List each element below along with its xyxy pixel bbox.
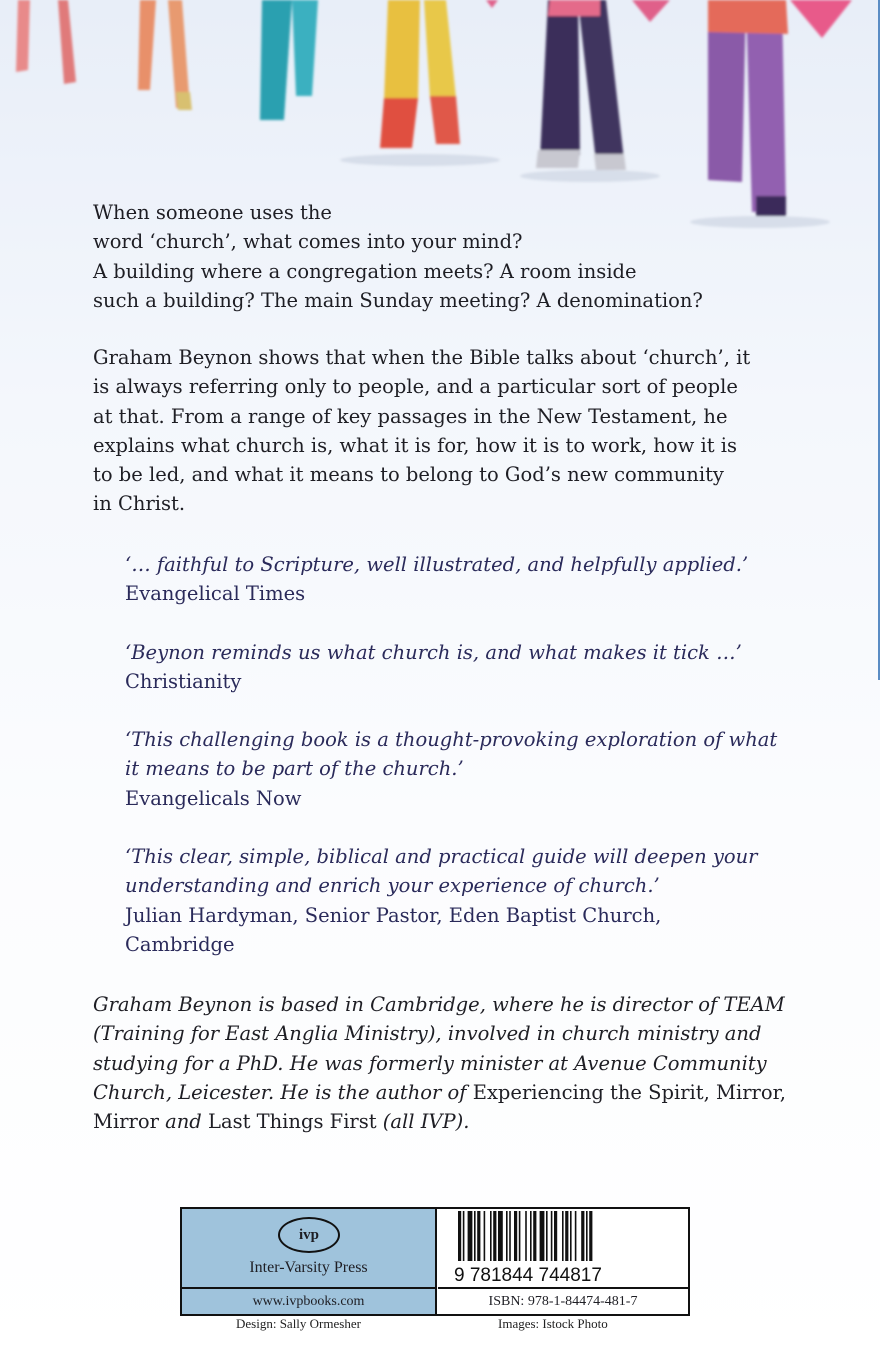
barcode-bar (570, 1211, 572, 1261)
barcode-bar (530, 1211, 532, 1261)
bio-line: studying for a PhD. He was formerly minister at Avenue Community (93, 1051, 767, 1075)
bio-line (93, 1107, 773, 1136)
ivp-logo: ivp (278, 1217, 340, 1253)
blurb-main-line: at that. From a range of key passages in the New Testament, he (93, 404, 728, 428)
blurb-main-line: to be led, and what it means to belong to God’s new community (93, 463, 724, 487)
review-quote: ‘This challenging book is a thought-provoking exploration of what (125, 728, 778, 752)
review-list (125, 550, 778, 988)
barcode-bar (581, 1211, 584, 1261)
barcode-bar (514, 1211, 517, 1261)
barcode-bar (484, 1211, 486, 1261)
barcode-bar (554, 1211, 557, 1261)
design-credit: Design: Sally Ormesher (236, 1316, 361, 1331)
isbn: ISBN: 978-1-84474-481-7 (488, 1294, 638, 1309)
review (125, 725, 778, 813)
barcode-bar (506, 1211, 508, 1261)
bio-book-title: Mirror (93, 1110, 159, 1134)
barcode-bar (546, 1211, 548, 1261)
review-quote: it means to be part of the church.’ (125, 757, 464, 781)
barcode-bar (540, 1211, 545, 1261)
barcode-bar (562, 1211, 564, 1261)
review (125, 550, 765, 609)
blurb-main-line: in Christ. (93, 492, 186, 516)
review (125, 638, 765, 697)
bio-line: (Training for East Anglia Ministry), involved in church ministry and (93, 1022, 762, 1046)
blurb-intro (93, 198, 773, 315)
barcode-bar (490, 1211, 492, 1261)
review-source: Cambridge (125, 932, 235, 956)
review-source: Christianity (125, 669, 242, 693)
review-source: Evangelical Times (125, 582, 306, 606)
barcode-bar (474, 1211, 476, 1261)
barcode-bar (551, 1211, 553, 1261)
review-quote: ‘Beynon reminds us what church is, and what makes it tick …’ (125, 640, 742, 664)
bio-line (93, 1078, 786, 1107)
barcode-bar (477, 1211, 480, 1261)
barcode-bar (498, 1211, 503, 1261)
barcode-bar (586, 1211, 588, 1261)
review-quote: ‘… faithful to Scripture, well illustrated, and helpfully applied.’ (125, 553, 749, 576)
publisher-name: Inter-Varsity Press (249, 1259, 368, 1276)
bio-line: Graham Beynon is based in Cambridge, where he is director of TEAM (93, 993, 785, 1016)
barcode-bar (463, 1211, 465, 1261)
bio-text: and (158, 1110, 208, 1134)
barcode-bar (525, 1211, 527, 1261)
barcode-bar (509, 1211, 511, 1261)
blurb-intro-line: such a building? The main Sunday meeting? A denomination? (93, 288, 703, 312)
review (125, 842, 765, 959)
blurb-main-line: Graham Beynon shows that when the Bible talks about ‘church’, it (93, 346, 751, 369)
images-credit: Images: Istock Photo (498, 1316, 608, 1331)
publisher-url: www.ivpbooks.com (182, 1289, 437, 1314)
bio-text: (all IVP). (376, 1110, 470, 1134)
bio-text: Church, Leicester. He is the author of (93, 1080, 473, 1104)
barcode-bar (458, 1211, 461, 1261)
blurb-intro-line: word ‘church’, what comes into your mind? (93, 230, 523, 254)
bio-book-title: Last Things First (208, 1110, 377, 1134)
barcode-box (180, 1207, 690, 1316)
barcode-digits: 9 781844 744817 (454, 1265, 602, 1286)
blurb-main-line: explains what church is, what it is for, how it is to work, how it is (93, 433, 737, 457)
barcode-bar (575, 1211, 577, 1261)
review-source: Julian Hardyman, Senior Pastor, Eden Baptist Church, (125, 903, 662, 927)
blurb-main-line: is always referring only to people, and a particular sort of people (93, 375, 738, 399)
cover-illustration (0, 0, 880, 230)
barcode-bar (533, 1211, 536, 1261)
review-quote: understanding and enrich your experience of church.’ (125, 874, 660, 898)
review-quote: ‘This clear, simple, biblical and practical guide will deepen your (125, 845, 758, 869)
blurb-intro-line: When someone uses the (93, 201, 332, 224)
barcode-bar (519, 1211, 521, 1261)
barcode-bar (589, 1211, 592, 1261)
blurb-main (93, 343, 773, 519)
bio-book-title: Experiencing the Spirit, Mirror, (472, 1080, 786, 1104)
author-bio (93, 990, 786, 1136)
barcode (438, 1209, 688, 1289)
blurb-intro-line: A building where a congregation meets? A room inside (93, 259, 637, 283)
review-source: Evangelicals Now (125, 786, 302, 810)
barcode-bar (493, 1211, 496, 1261)
barcode-bar (565, 1211, 568, 1261)
barcode-bar (468, 1211, 473, 1261)
publisher-panel (182, 1209, 437, 1289)
barcode-bars (438, 1209, 688, 1287)
